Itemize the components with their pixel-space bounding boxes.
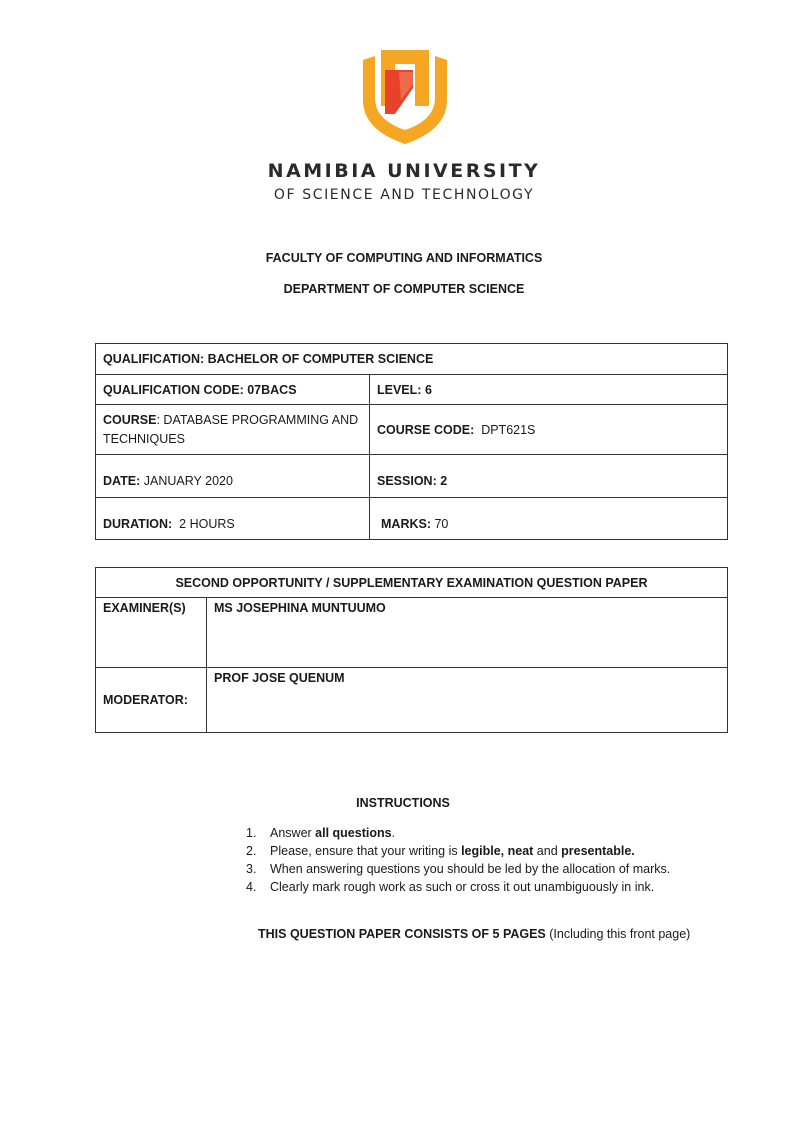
marks-value: 70 xyxy=(434,516,449,531)
duration-label: DURATION: xyxy=(103,516,173,531)
session-label: SESSION: xyxy=(377,474,437,488)
page-count-rest: (Including this front page) xyxy=(545,927,691,941)
duration-value: 2 HOURS xyxy=(179,516,235,531)
instructions-heading: INSTRUCTIONS xyxy=(356,796,450,810)
instruction-item: 2. Please, ensure that your writing is legible, neat and presentable. xyxy=(246,844,635,858)
examiner-value: MS JOSEPHINA MUNTUUMO xyxy=(207,598,728,668)
date-label: DATE: xyxy=(103,474,141,488)
date-cell xyxy=(96,455,370,498)
university-logo xyxy=(355,44,455,146)
moderator-value: PROF JOSE QUENUM xyxy=(207,668,728,733)
course-code-cell xyxy=(370,405,728,455)
department-name: DEPARTMENT OF COMPUTER SCIENCE xyxy=(283,282,525,296)
marks-label: MARKS: xyxy=(381,516,431,531)
instruction-item: 3. When answering questions you should be led by the allocation of marks. xyxy=(246,862,671,876)
instructions-list xyxy=(246,824,726,896)
marks-cell xyxy=(370,498,728,540)
level-value: 6 xyxy=(424,382,432,397)
session-cell xyxy=(370,455,728,498)
course-value: : DATABASE PROGRAMMING AND TECHNIQUES xyxy=(103,412,359,446)
university-name: NAMIBIA UNIVERSITY xyxy=(267,160,541,182)
qualification-cell: QUALIFICATION: BACHELOR OF COMPUTER SCIENCE xyxy=(96,344,728,375)
course-label: COURSE xyxy=(103,412,157,427)
page-count-bold: THIS QUESTION PAPER CONSISTS OF 5 PAGES xyxy=(258,927,546,941)
examiner-label: EXAMINER(S) xyxy=(96,598,207,668)
course-code-value: DPT621S xyxy=(481,422,536,437)
instruction-item: 4. Clearly mark rough work as such or cross it out unambiguously in ink. xyxy=(246,880,655,894)
duration-cell xyxy=(96,498,370,540)
level-cell xyxy=(370,375,728,405)
qualification-code-cell xyxy=(96,375,370,405)
date-value: JANUARY 2020 xyxy=(143,474,233,488)
moderator-label: MODERATOR: xyxy=(96,668,207,733)
instruction-item: 1. Answer all questions. xyxy=(246,826,396,840)
university-subtitle: OF SCIENCE AND TECHNOLOGY xyxy=(273,187,535,203)
course-cell xyxy=(96,405,370,455)
level-label: LEVEL: xyxy=(377,382,422,397)
exam-paper-title: SECOND OPPORTUNITY / SUPPLEMENTARY EXAMINATION QUESTION PAPER xyxy=(96,568,728,598)
qualification-code-label: QUALIFICATION CODE: xyxy=(103,382,244,397)
session-value: 2 xyxy=(440,474,448,488)
course-code-label: COURSE CODE: xyxy=(377,422,475,437)
qualification-code-value: 07BACS xyxy=(247,382,297,397)
faculty-name: FACULTY OF COMPUTING AND INFORMATICS xyxy=(265,251,543,265)
page-count-note xyxy=(258,927,690,941)
examination-table xyxy=(95,567,728,733)
course-info-table xyxy=(95,343,728,540)
